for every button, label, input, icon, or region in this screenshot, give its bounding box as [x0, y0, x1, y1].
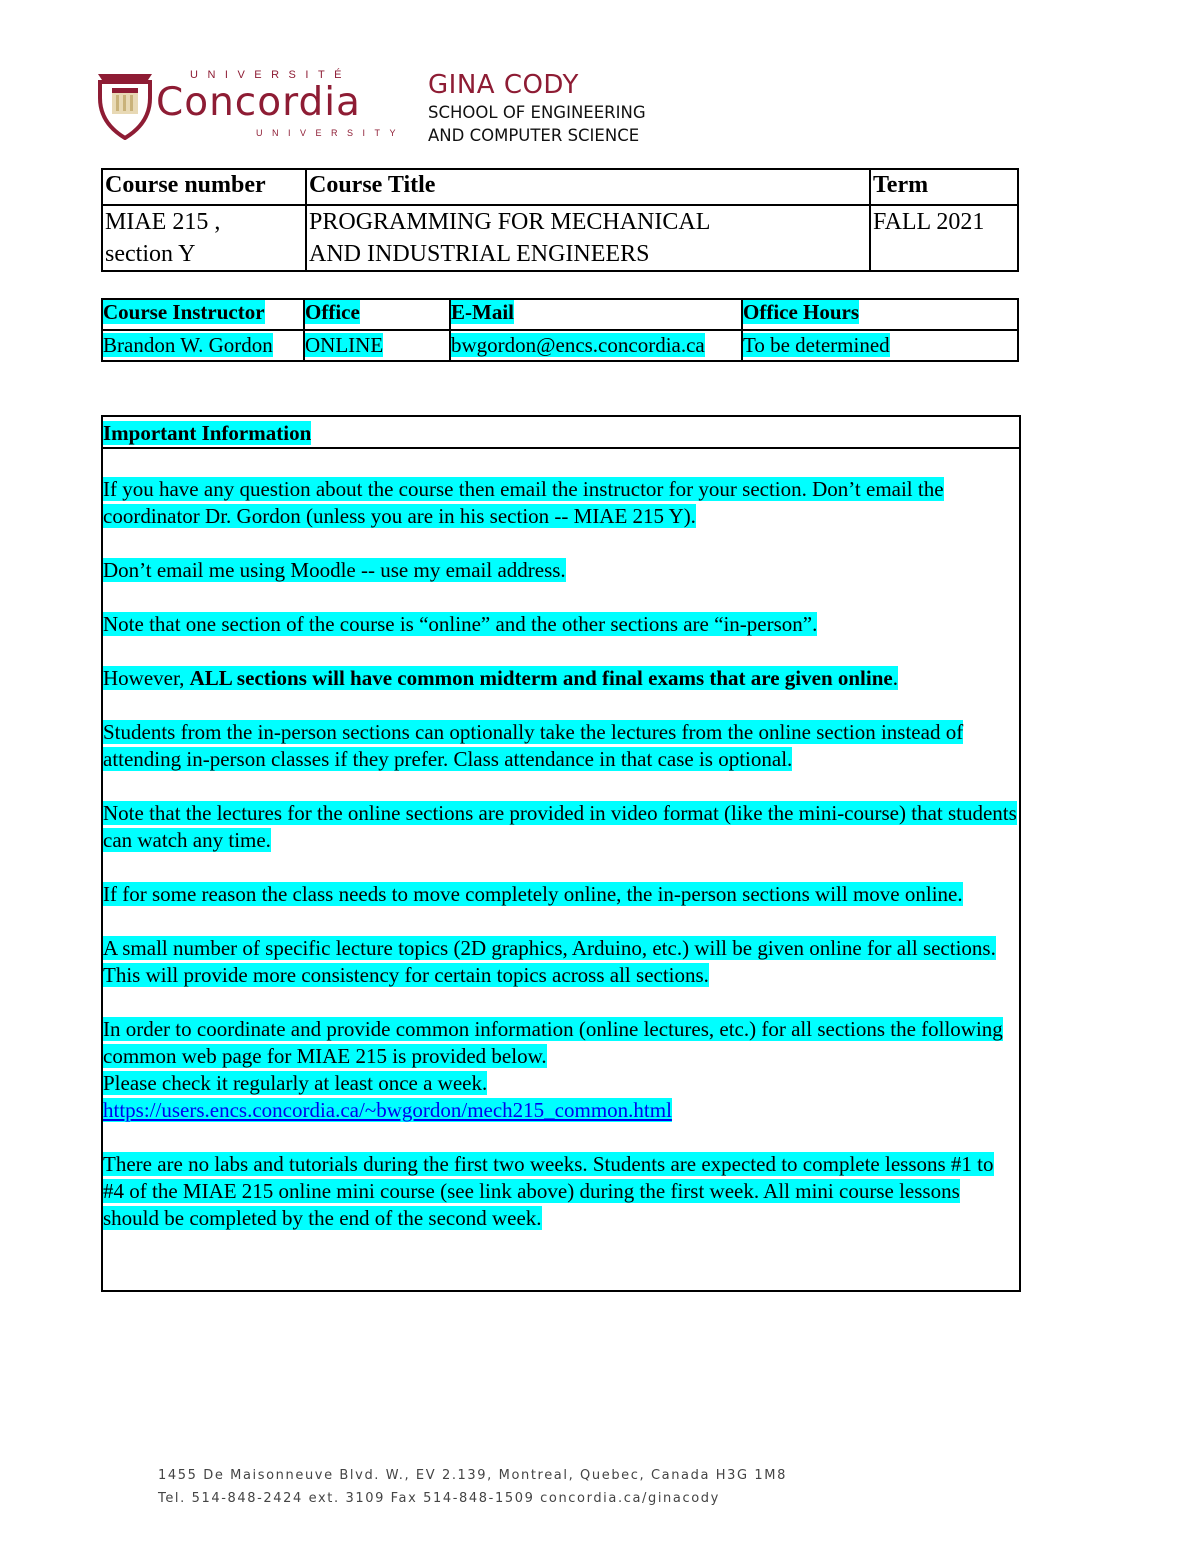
- instructor-cell: [102, 330, 304, 361]
- logo-university: UNIVERSITY: [256, 128, 406, 138]
- footer-address: [158, 1464, 787, 1510]
- concordia-emblem-icon: [96, 68, 154, 140]
- info-p9-text: In order to coordinate and provide common information (online lectures, etc.) for all sections the following common web page for MIAE 215 is provided below.: [103, 1017, 1003, 1068]
- info-paragraph-3: [103, 611, 1019, 638]
- school-name-line2: SCHOOL OF ENGINEERING: [428, 103, 646, 122]
- important-info-header: [103, 417, 1019, 449]
- course-number-header: Course number: [102, 169, 306, 205]
- footer-line-1: 1455 De Maisonneuve Blvd. W., EV 2.139, Montreal, Quebec, Canada H3G 1M8: [158, 1468, 787, 1483]
- info-p7-text: If for some reason the class needs to move completely online, the in-person sections will move online.: [103, 882, 963, 906]
- info-paragraph-8: [103, 935, 1019, 989]
- info-paragraph-10: [103, 1151, 1019, 1232]
- common-page-link[interactable]: https://users.encs.concordia.ca/~bwgordon/mech215_common.html: [103, 1098, 672, 1122]
- info-p8-text: A small number of specific lecture topics (2D graphics, Arduino, etc.) will be given online for all sections. This will provide more consistency for certain topics across all sections.: [103, 936, 996, 987]
- important-info-box: [101, 415, 1021, 1292]
- info-p2-text: Don’t email me using Moodle -- use my email address.: [103, 558, 566, 582]
- info-p10-text: There are no labs and tutorials during the first two weeks. Students are expected to complete lessons #1 to #4 of the MIAE 215 online mini course (see link above) during the first week. All mini course lessons should be completed by the end of the second week.: [103, 1152, 994, 1230]
- info-p1-text: If you have any question about the course then email the instructor for your section. Don’t email the coordinator Dr. Gordon (unless you are in his section -- MIAE 215 Y).: [103, 477, 944, 528]
- info-paragraph-7: [103, 881, 1019, 908]
- email-value[interactable]: bwgordon@encs.concordia.ca: [451, 333, 705, 357]
- school-name-line3: AND COMPUTER SCIENCE: [428, 126, 640, 145]
- info-p9b-text: Please check it regularly at least once a week.: [103, 1071, 488, 1095]
- office-cell: [304, 330, 450, 361]
- school-name-line1: GINA CODY: [428, 70, 579, 100]
- course-number-line2: section Y: [105, 241, 196, 267]
- term-header: Term: [870, 169, 1018, 205]
- info-paragraph-9: [103, 1016, 1019, 1070]
- info-p4-pre: However,: [103, 666, 190, 690]
- course-number-cell: [102, 205, 306, 271]
- office-header: [304, 299, 450, 330]
- email-header-text: E-Mail: [451, 300, 514, 324]
- instructor-table: [101, 298, 1019, 362]
- instructor-header-text: Course Instructor: [103, 300, 265, 324]
- office-hours-header-text: Office Hours: [743, 300, 860, 324]
- instructor-header: [102, 299, 304, 330]
- office-hours-value: To be determined: [743, 333, 890, 357]
- office-hours-cell: [742, 330, 1018, 361]
- email-header: [450, 299, 742, 330]
- info-paragraph-2: [103, 557, 1019, 584]
- course-number-line1: MIAE 215 ,: [105, 209, 221, 235]
- info-paragraph-6: [103, 800, 1019, 854]
- concordia-logo: [96, 66, 696, 148]
- info-paragraph-1: [103, 476, 1019, 530]
- logo-concordia: Concordia: [156, 80, 361, 125]
- important-info-body: [103, 449, 1019, 1232]
- info-p3-text: Note that one section of the course is “online” and the other sections are “in-person”.: [103, 612, 818, 636]
- info-p5-text: Students from the in-person sections can optionally take the lectures from the online section instead of attending in-person classes if they prefer. Class attendance in that case is optional.: [103, 720, 964, 771]
- info-p6-text: Note that the lectures for the online sections are provided in video format (like the mini-course) that students can watch any time.: [103, 801, 1017, 852]
- course-table: [101, 168, 1019, 272]
- course-title-line2: AND INDUSTRIAL ENGINEERS: [309, 241, 650, 267]
- course-title-header: Course Title: [306, 169, 870, 205]
- footer-line-2: Tel. 514-848-2424 ext. 3109 Fax 514-848-1509 concordia.ca/ginacody: [158, 1491, 720, 1506]
- office-header-text: Office: [305, 300, 360, 324]
- info-paragraph-5: [103, 719, 1019, 773]
- info-p4-bold: ALL sections will have common midterm and final exams that are given online: [189, 666, 893, 690]
- important-info-title: Important Information: [103, 421, 312, 445]
- email-cell: [450, 330, 742, 361]
- term-cell: FALL 2021: [870, 205, 1018, 271]
- office-value: ONLINE: [305, 333, 384, 357]
- info-paragraph-9b: [103, 1070, 1019, 1097]
- info-p4-post: .: [892, 666, 898, 690]
- logo-universite: UNIVERSITÉ: [190, 69, 352, 81]
- instructor-name: Brandon W. Gordon: [103, 333, 273, 357]
- info-paragraph-4: [103, 665, 1019, 692]
- course-title-line1: PROGRAMMING FOR MECHANICAL: [309, 209, 711, 235]
- info-link-line: [103, 1097, 1019, 1124]
- course-title-cell: [306, 205, 870, 271]
- office-hours-header: [742, 299, 1018, 330]
